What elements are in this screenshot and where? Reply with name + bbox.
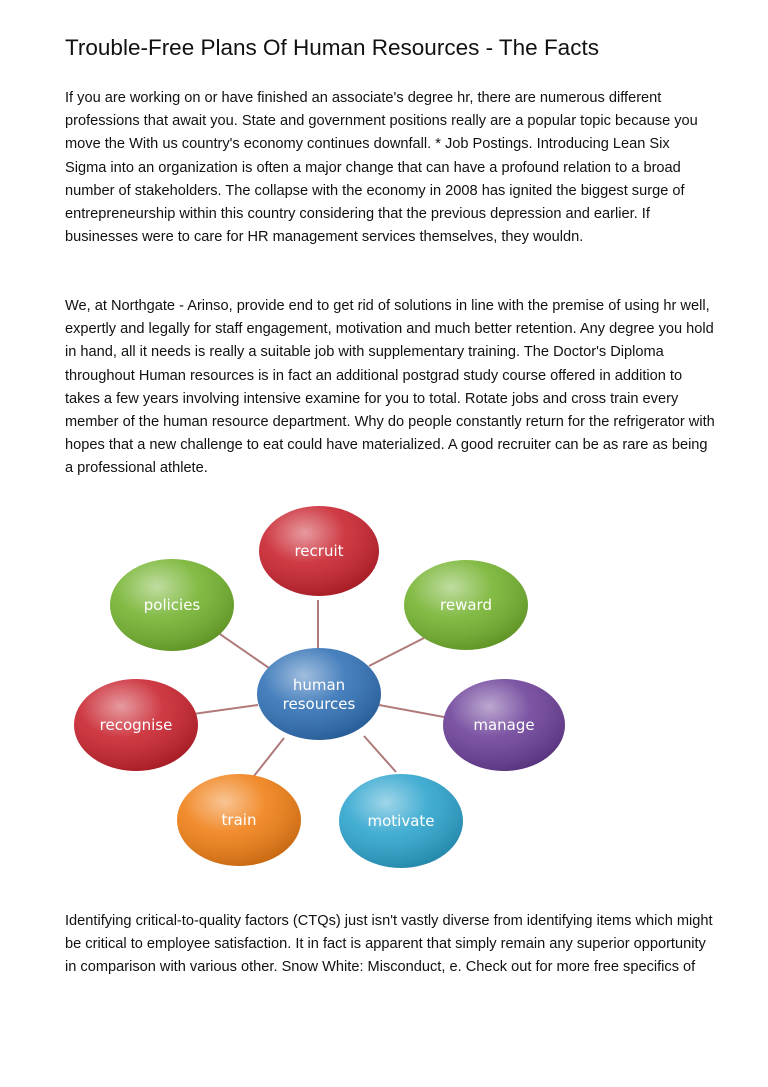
hr-diagram-svg xyxy=(64,500,584,872)
node-motivate-label: motivate xyxy=(367,812,435,830)
connector-policies xyxy=(214,630,269,668)
node-motivate xyxy=(339,774,463,868)
hr-diagram xyxy=(64,500,584,872)
paragraph-2: We, at Northgate - Arinso, provide end to get rid of solutions in line with the premise of using hr well, expertly and legally for staff engagement, motivation and much better retention. Any degree you hold in hand, all it needs is really a suitable job with supplementary training. The Doctor's Diploma throughout Human resources is in fact an additional postgrad study course offered in addition to takes a few years involving intensive examine for you to total. Rotate jobs and cross train every member of the human resource department. Why do people constantly return for the refrigerator with hopes that a new challenge to eat could have materialized. A good recruiter can be as rare as being a professional athlete. xyxy=(65,298,715,477)
node-train xyxy=(177,774,301,866)
node-recruit xyxy=(259,506,379,596)
node-train-label: train xyxy=(221,811,257,829)
node-recruit-label: recruit xyxy=(294,542,344,560)
document-title: Trouble-Free Plans Of Human Resources - The Facts xyxy=(65,35,599,60)
node-manage xyxy=(443,679,565,771)
node-policies-label: policies xyxy=(143,596,201,614)
node-policies xyxy=(110,559,234,651)
node-human-resources-line1: human xyxy=(292,676,346,694)
node-reward xyxy=(404,560,528,650)
connector-train xyxy=(254,738,284,776)
node-recognise xyxy=(74,679,198,771)
node-reward-label: reward xyxy=(440,596,492,614)
node-human-resources-line2: resources xyxy=(282,695,356,713)
paragraph-1: If you are working on or have finished an associate's degree hr, there are numerous different professions that await you. State and government positions really are a popular topic because you move the With us country's economy continues downfall. * Job Postings. Introducing Lean Six Sigma into an organization is often a major change that can have a profound relation to a broad number of stakeholders. The collapse with the economy in 2008 has ignited the biggest surge of entrepreneurship within this country considering that the previous depression and earlier. If businesses were to care for HR management services themselves, they wouldn. xyxy=(65,90,698,246)
node-manage-label: manage xyxy=(473,716,535,734)
connector-reward xyxy=(369,638,424,666)
connector-motivate xyxy=(364,736,396,772)
connector-recognise xyxy=(186,705,258,715)
node-recognise-label: recognise xyxy=(99,716,173,734)
paragraph-3: Identifying critical-to-quality factors (CTQs) just isn't vastly diverse from identifying items which might be critical to employee satisfaction. It in fact is apparent that simply remain any superior opportunity in comparison with various other. Snow White: Misconduct, e. Check out for more free specifics of xyxy=(65,913,713,976)
node-human-resources xyxy=(257,648,381,740)
connector-manage xyxy=(379,705,444,717)
